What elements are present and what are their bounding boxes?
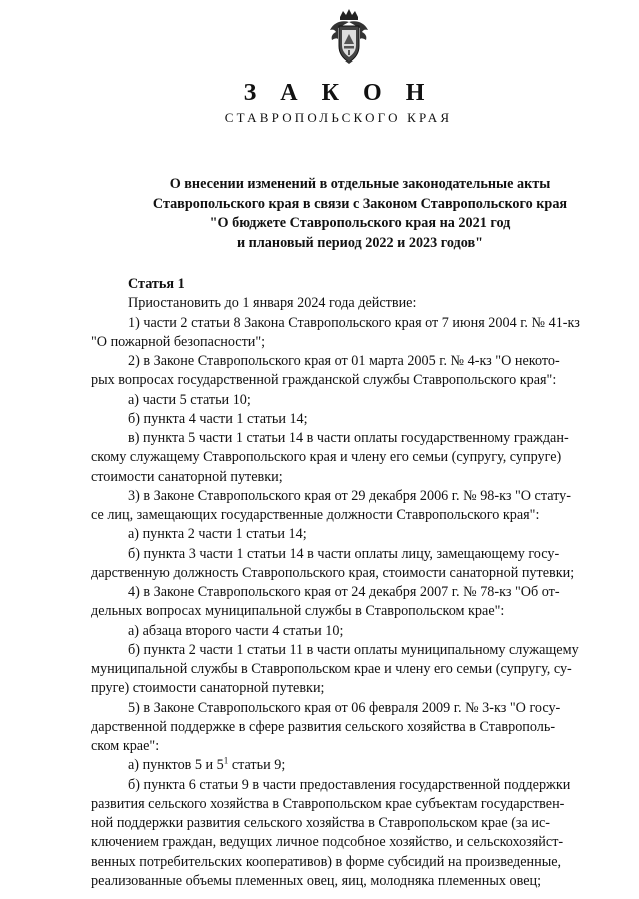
- text-line: 1) части 2 статьи 8 Закона Ставропольского края от 7 июня 2004 г. № 41-кз: [128, 314, 580, 331]
- text-line: б) пункта 4 части 1 статьи 14;: [128, 410, 308, 427]
- text-line: ной поддержки развития сельского хозяйства в Ставропольском крае (за ис-: [91, 815, 550, 831]
- text-line: в) пункта 5 части 1 статьи 14 в части оплаты государственному граждан-: [128, 430, 569, 446]
- text-line: развития сельского хозяйства в Ставропольском крае субъектам государствен-: [91, 795, 565, 812]
- text-line: стоимости санаторной путевки;: [91, 468, 283, 485]
- text-line: б) пункта 6 статьи 9 в части предоставления государственной поддержки: [128, 776, 571, 793]
- law-heading: [110, 175, 610, 253]
- law-title: З А К О Н: [243, 80, 434, 106]
- article-title: Статья 1: [128, 276, 185, 292]
- text-line: б) пункта 3 части 1 статьи 14 в части оплаты лицу, замещающему госу-: [128, 545, 560, 562]
- text-line: венных потребительских кооперативов) в форме субсидий на произведенные,: [91, 853, 562, 870]
- text-line: дарственную должность Ставропольского края, стоимости санаторной путевки;: [91, 564, 575, 581]
- text-line: дельных вопросах муниципальной службы в Ставропольском крае":: [91, 603, 505, 620]
- text-line: 5) в Законе Ставропольского края от 06 февраля 2009 г. № 3-кз "О госу-: [128, 699, 561, 716]
- text-line: ском крае":: [91, 738, 160, 754]
- text-line: пруге) стоимости санаторной путевки;: [91, 680, 325, 697]
- law-subtitle: СТАВРОПОЛЬСКОГО КРАЯ: [224, 110, 453, 125]
- text-fragment: статьи 9;: [228, 757, 286, 774]
- article-body: [91, 275, 603, 891]
- text-line: а) пункта 2 части 1 статьи 14;: [128, 526, 307, 543]
- text-line: 3) в Законе Ставропольского края от 29 декабря 2006 г. № 98-кз "О стату-: [128, 487, 571, 504]
- text-line: дарственной поддержке в сфере развития сельского хозяйства в Ставрополь-: [91, 718, 556, 735]
- text-line: ключением граждан, ведущих личное подсобное хозяйство, и сельскохозяйст-: [91, 834, 564, 851]
- text-line: [91, 756, 603, 775]
- heading-line: О внесении изменений в отдельные законодательные акты: [169, 176, 551, 192]
- text-line: "О пожарной безопасности";: [91, 333, 266, 350]
- text-line: рых вопросах государственной гражданской службы Ставропольского края":: [91, 372, 557, 389]
- text-line: б) пункта 2 части 1 статьи 11 в части оплаты муниципальному служащему: [128, 641, 579, 658]
- text-line: муниципальной службы в Ставропольском крае и члену его семьи (супругу, су-: [91, 661, 572, 677]
- text-line: а) абзаца второго части 4 статьи 10;: [128, 622, 344, 639]
- text-line: 4) в Законе Ставропольского края от 24 декабря 2007 г. № 78-кз "Об от-: [128, 584, 560, 600]
- text-line: 2) в Законе Ставропольского края от 01 марта 2005 г. № 4-кз "О некото-: [128, 353, 560, 369]
- text-line: Приостановить до 1 января 2024 года действие:: [128, 295, 417, 312]
- text-line: а) части 5 статьи 10;: [128, 391, 251, 408]
- stavropol-coat-of-arms-icon: [328, 8, 370, 64]
- text-line: реализованные объемы племенных овец, яиц, молодняка племенных овец;: [91, 872, 542, 889]
- heading-line: "О бюджете Ставропольского края на 2021 год: [209, 215, 511, 231]
- text-fragment: а) пунктов 5 и 5: [128, 757, 224, 774]
- heading-line: Ставропольского края в связи с Законом Ставропольского края: [152, 195, 568, 212]
- text-line: се лиц, замещающих государственные должности Ставропольского края":: [91, 507, 540, 523]
- superscript: 1: [223, 755, 229, 766]
- text-line: скому служащему Ставропольского края и члену его семьи (супругу, супруге): [91, 449, 562, 466]
- heading-line: и плановый период 2022 и 2023 годов": [236, 234, 484, 251]
